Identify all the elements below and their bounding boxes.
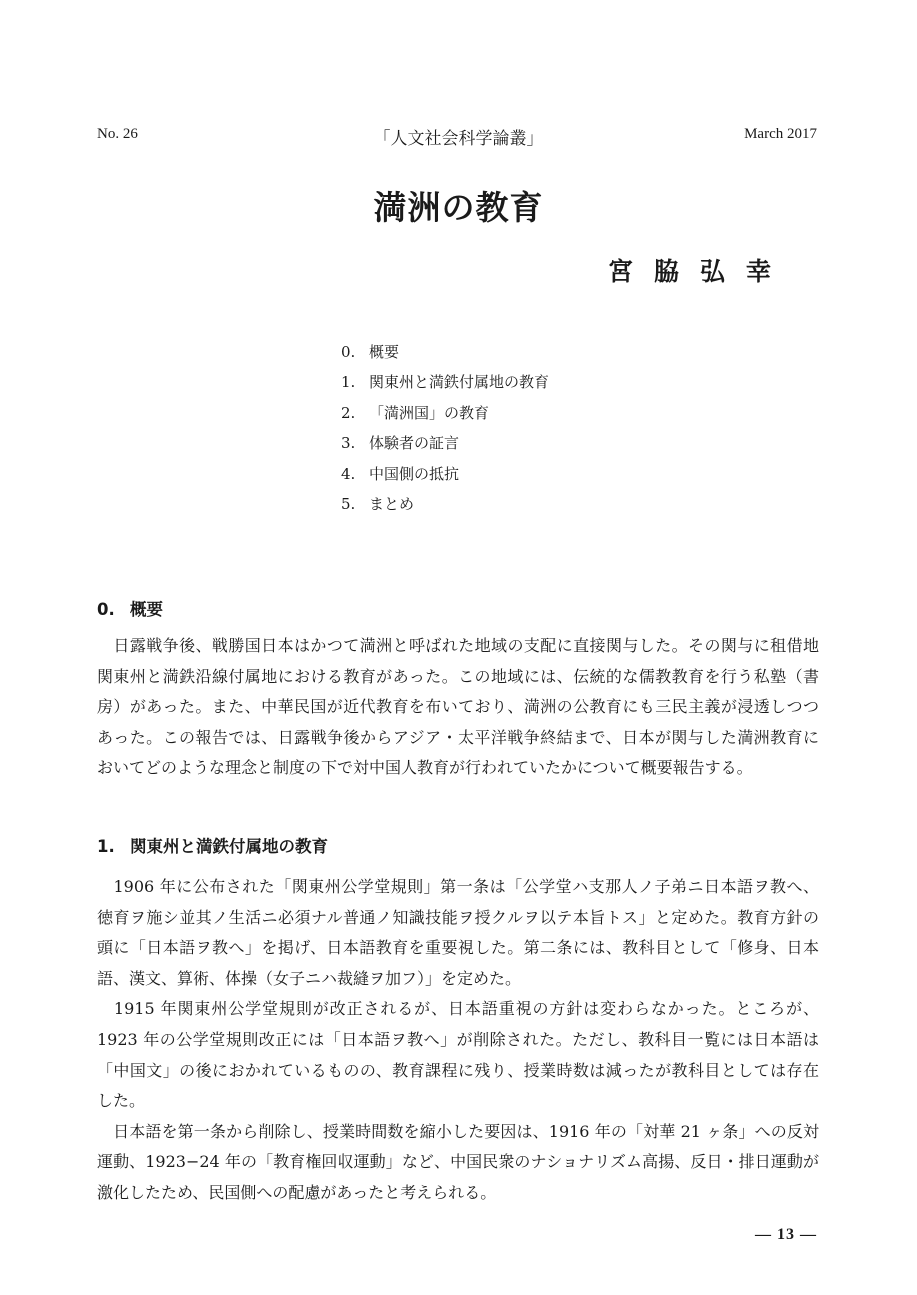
toc-item-number: 5.: [341, 494, 356, 513]
toc-item: [341, 340, 549, 370]
text-line: 語、漢文、算術、体操（女子ニハ裁縫ヲ加フ）」を定めた。: [97, 968, 522, 988]
text-line: 房）があった。また、中華民国が近代教育を布いており、満洲の公教育にも三民主義が浸透しつつ: [97, 697, 819, 717]
toc-item: [341, 401, 549, 431]
text-line: 激化したため、民国側への配慮があったと考えられる。: [97, 1182, 497, 1202]
text-line: 1906 年に公布された「関東州公学堂規則」第一条は「公学堂ハ支那人ノ子弟ニ日本語ヲ教へ、: [97, 877, 819, 896]
section-number: 0.: [97, 600, 115, 619]
text-line: 1923 年の公学堂規則改正には「日本語ヲ教へ」が削除された。ただし、教科目一覧には日本語は: [97, 1029, 819, 1049]
text-line: 「中国文」の後におかれているものの、教育課程に残り、授業時数は減ったが教科目としては存在: [97, 1060, 819, 1080]
toc-item: [341, 431, 549, 461]
text-line: した。: [97, 1091, 146, 1111]
toc-item: [341, 462, 549, 492]
paper-title: 満洲の教育: [373, 188, 544, 227]
publication-date: March 2017: [744, 126, 817, 142]
toc-item-number: 3.: [341, 434, 356, 453]
issue-number: No. 26: [97, 126, 138, 142]
toc-item-label: まとめ: [369, 494, 415, 513]
toc-item-label: 体験者の証言: [369, 434, 460, 453]
toc-item-number: 1.: [341, 373, 356, 392]
section-1-body: [97, 872, 819, 1209]
table-of-contents: [341, 340, 549, 522]
toc-item-label: 「満洲国」の教育: [369, 403, 490, 422]
section-0-body: [97, 631, 819, 784]
journal-name: 「人文社会科学論叢」: [373, 129, 544, 149]
text-line: あった。この報告では、日露戦争後からアジア・太平洋戦争終結まで、日本が関与した満洲教育に: [97, 727, 819, 747]
toc-item-label: 関東州と満鉄付属地の教育: [369, 373, 550, 392]
toc-item-number: 2.: [341, 403, 356, 422]
text-line: 運動、1923−24 年の「教育権回収運動」など、中国民衆のナショナリズム高揚、反日・排日運動が: [97, 1152, 819, 1172]
section-title: 概要: [130, 600, 163, 619]
toc-item-number: 4.: [341, 464, 356, 483]
text-line: 1915 年関東州公学堂規則が改正されるが、日本語重視の方針は変わらなかった。ところが、: [97, 999, 819, 1019]
author-name: 宮脇弘幸: [608, 257, 793, 286]
text-line: 徳育ヲ施シ並其ノ生活ニ必須ナル普通ノ知識技能ヲ授クルヲ以テ本旨トス」と定めた。教育方針の: [97, 907, 819, 927]
section-title: 関東州と満鉄付属地の教育: [130, 837, 328, 856]
toc-item: [341, 492, 549, 522]
page-number: — 13 —: [755, 1226, 817, 1243]
text-line: 日本語を第一条から削除し、授業時間数を縮小した要因は、1916 年の「対華 21 ヶ条」への反対: [97, 1121, 819, 1141]
section-0-heading: [97, 596, 163, 620]
toc-item-label: 概要: [369, 343, 400, 361]
text-line: 頭に「日本語ヲ教へ」を掲げ、日本語教育を重要視した。第二条には、教科目として「修身、日本: [97, 938, 819, 958]
text-line: おいてどのような理念と制度の下で対中国人教育が行われていたかについて概要報告する。: [97, 758, 753, 778]
toc-item: [341, 370, 549, 400]
toc-item-number: 0.: [341, 343, 356, 361]
section-1-heading: [97, 833, 328, 857]
toc-item-label: 中国側の抵抗: [369, 464, 460, 483]
text-line: 日露戦争後、戦勝国日本はかつて満洲と呼ばれた地域の支配に直接関与した。その関与に租借地: [97, 636, 819, 655]
section-number: 1.: [97, 837, 115, 856]
text-line: 関東州と満鉄沿線付属地における教育があった。この地域には、伝統的な儒教教育を行う私塾（書: [97, 666, 819, 686]
